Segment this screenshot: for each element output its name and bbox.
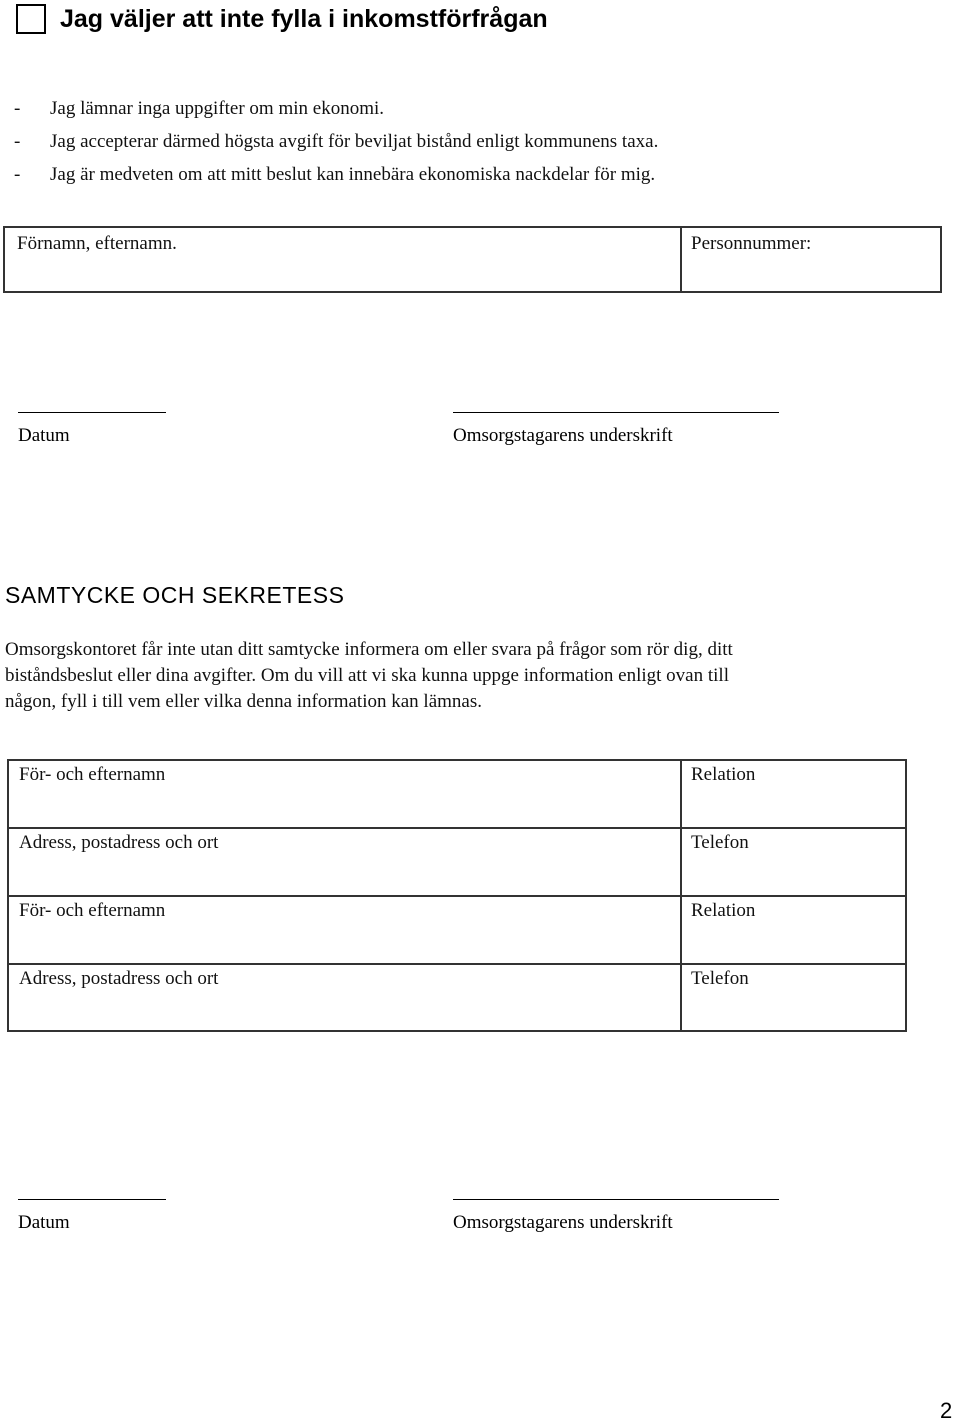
contact-name-field[interactable]: För- och efternamn (19, 900, 166, 921)
contact-relation-field[interactable]: Relation (691, 764, 756, 785)
contact-name-field[interactable]: För- och efternamn (19, 764, 166, 785)
table-divider (680, 228, 682, 291)
contact-table (7, 759, 907, 1032)
optout-bullet-list (14, 92, 658, 191)
table-divider (9, 827, 905, 829)
list-item: - Jag lämnar inga uppgifter om min ekonomi. (14, 98, 385, 119)
date-label: Datum (18, 425, 70, 446)
date-line[interactable] (18, 1199, 166, 1200)
optout-heading: Jag väljer att inte fylla i inkomstförfrågan (60, 5, 548, 33)
identity-table (3, 226, 942, 293)
contact-address-field[interactable]: Adress, postadress och ort (19, 832, 219, 853)
optout-checkbox[interactable] (16, 4, 46, 34)
list-item: - Jag accepterar därmed högsta avgift för beviljat bistånd enligt kommunens taxa. (14, 131, 659, 152)
signature-line[interactable] (453, 412, 779, 413)
contact-phone-field[interactable]: Telefon (691, 832, 749, 853)
signature-line[interactable] (453, 1199, 779, 1200)
contact-phone-field[interactable]: Telefon (691, 968, 749, 989)
consent-paragraph: Omsorgskontoret får inte utan ditt samtycke informera om eller svara på frågor som rör dig, ditt biståndsbeslut eller dina avgifter. Om du vill att vi ska kunna uppge information enligt ovan till någon, fyll i till vem eller vilka denna information kan lämnas. (5, 639, 733, 712)
table-divider (9, 963, 905, 965)
date-line[interactable] (18, 412, 166, 413)
consent-title: SAMTYCKE OCH SEKRETESS (5, 582, 345, 608)
personal-number-field[interactable]: Personnummer: (691, 233, 812, 254)
name-field[interactable]: Förnamn, efternamn. (17, 233, 177, 254)
table-divider (9, 895, 905, 897)
list-item: - Jag är medveten om att mitt beslut kan innebära ekonomiska nackdelar för mig. (14, 164, 656, 185)
contact-relation-field[interactable]: Relation (691, 900, 756, 921)
contact-address-field[interactable]: Adress, postadress och ort (19, 968, 219, 989)
signature-label: Omsorgstagarens underskrift (453, 1212, 673, 1233)
date-label: Datum (18, 1212, 70, 1233)
signature-label: Omsorgstagarens underskrift (453, 425, 673, 446)
page-number: 2 (940, 1398, 953, 1423)
